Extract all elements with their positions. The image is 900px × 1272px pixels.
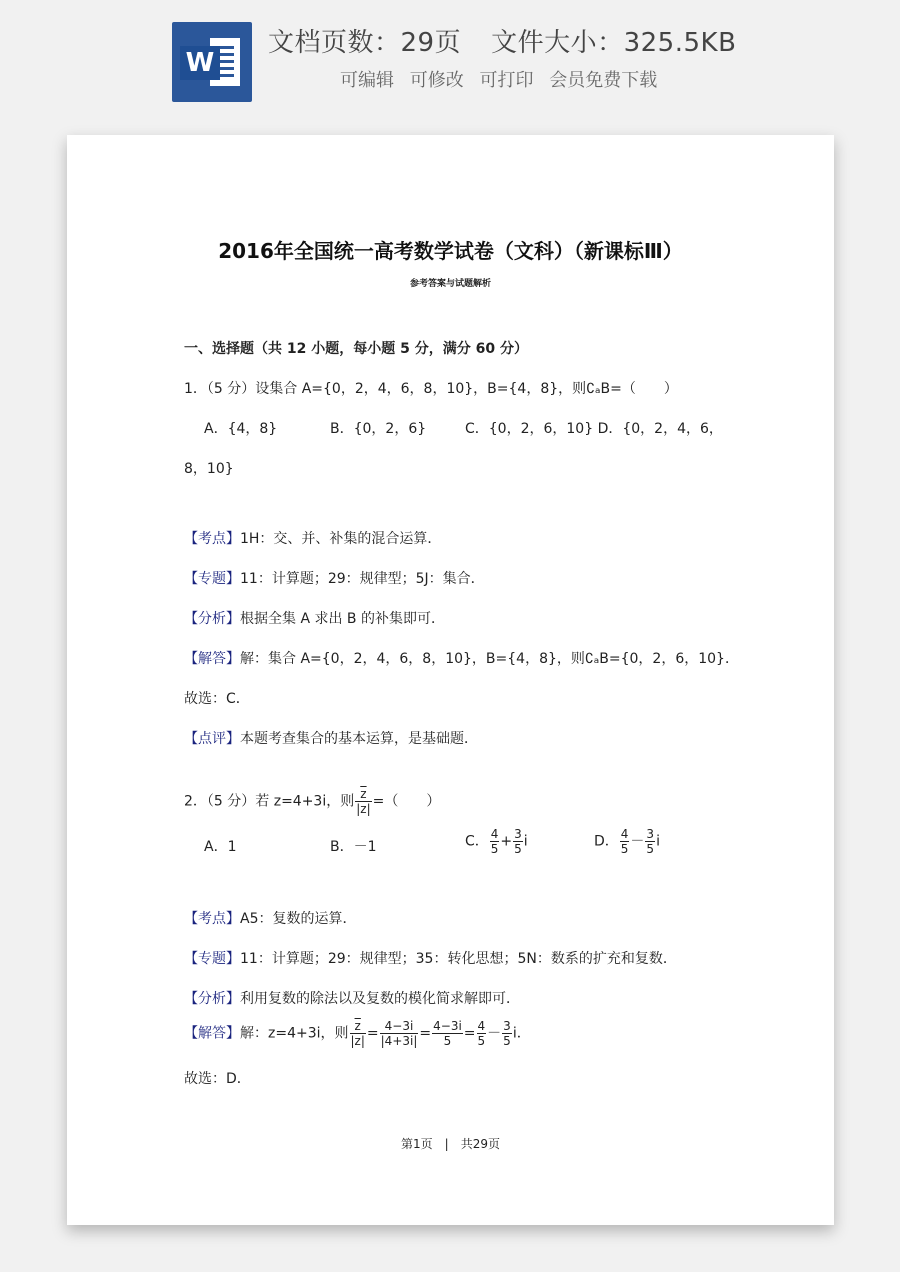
operator: － bbox=[487, 1025, 502, 1042]
zhuanti-tag: 【专题】 bbox=[184, 571, 240, 587]
equals-sign: = bbox=[419, 1025, 432, 1042]
fenxi-tag: 【分析】 bbox=[184, 991, 240, 1007]
fraction bbox=[350, 1019, 366, 1048]
page-count: 文档页数：29页 bbox=[268, 28, 462, 58]
section-heading: 一、选择题（共 12 小题，每小题 5 分，满分 60 分） bbox=[184, 341, 528, 357]
q1-option-cd: C．{0，2，6，10} D．{0，2，4，6， bbox=[465, 421, 723, 437]
fraction bbox=[502, 1019, 512, 1048]
imaginary-unit: i bbox=[523, 833, 528, 850]
operator: + bbox=[500, 833, 513, 850]
fraction-numerator: $\overline{z}$ bbox=[350, 1019, 366, 1034]
zhuanti-text: 11：计算题；29：规律型；35：转化思想；5N：数系的扩充和复数． bbox=[240, 951, 677, 967]
kaodian-tag: 【考点】 bbox=[184, 531, 240, 547]
fraction-numerator: 4−3i bbox=[433, 1019, 462, 1033]
feature-printable: 可打印 bbox=[479, 70, 534, 91]
fraction-denominator: |4+3i| bbox=[380, 1034, 418, 1048]
jieda-text: 解：z=4+3i，则 bbox=[240, 1025, 349, 1042]
word-letter: W bbox=[180, 46, 220, 80]
fraction-denominator: 5 bbox=[646, 842, 655, 856]
fraction-denominator: 5 bbox=[477, 1034, 486, 1048]
fraction bbox=[380, 1019, 419, 1048]
equals-sign: = bbox=[463, 1025, 476, 1042]
fraction-denominator: 5 bbox=[503, 1034, 511, 1048]
imaginary-unit: i bbox=[656, 833, 660, 850]
fraction-numerator: 4−3i bbox=[380, 1019, 419, 1034]
option-label: D． bbox=[594, 833, 619, 850]
kaodian-text: 1H：交、并、补集的混合运算． bbox=[240, 531, 442, 547]
fenxi-text: 利用复数的除法以及复数的模化简求解即可． bbox=[240, 991, 520, 1007]
fraction-denominator: 5 bbox=[490, 842, 499, 856]
q2-stem-fraction bbox=[355, 787, 371, 816]
q2-stem-a: 2．（5 分）若 z=4+3i，则 bbox=[184, 793, 355, 810]
fraction bbox=[513, 827, 523, 856]
fraction-numerator: 4 bbox=[477, 1019, 486, 1033]
q1-option-b: B．{0，2，6} bbox=[330, 421, 427, 437]
fraction bbox=[432, 1019, 463, 1048]
operator: － bbox=[630, 833, 645, 850]
fraction bbox=[620, 827, 630, 856]
q1-kaodian bbox=[184, 528, 441, 548]
zhuanti-text: 11：计算题；29：规律型；5J：集合． bbox=[240, 571, 485, 587]
q2-answer: 故选：D． bbox=[184, 1071, 251, 1087]
q2-fenxi bbox=[184, 988, 520, 1008]
fraction bbox=[490, 827, 500, 856]
q2-option-a: A．1 bbox=[204, 839, 237, 855]
imaginary-unit: i． bbox=[512, 1025, 531, 1042]
q1-option-d-cont: 8，10} bbox=[184, 461, 234, 477]
fenxi-text: 根据全集 A 求出 B 的补集即可． bbox=[240, 611, 445, 627]
kaodian-text: A5：复数的运算． bbox=[240, 911, 357, 927]
fraction-denominator: |z| bbox=[350, 1034, 365, 1048]
fraction-numerator: 3 bbox=[646, 827, 655, 841]
q2-zhuanti bbox=[184, 948, 677, 968]
kaodian-tag: 【考点】 bbox=[184, 911, 240, 927]
fraction bbox=[477, 1019, 487, 1048]
fraction-numerator: 4 bbox=[620, 827, 629, 841]
page-title: 2016年全国统一高考数学试卷（文科）（新课标Ⅲ） bbox=[218, 239, 683, 263]
fraction-numerator: 3 bbox=[514, 827, 522, 841]
fraction-numerator: 3 bbox=[503, 1019, 511, 1033]
jieda-text: 解：集合 A={0，2，4，6，8，10}，B={4，8}，则∁ₐB={0，2，6，10}． bbox=[240, 651, 739, 667]
equals-sign: = bbox=[366, 1025, 379, 1042]
feature-editable: 可编辑 bbox=[340, 70, 394, 91]
feature-modifiable: 可修改 bbox=[409, 70, 464, 91]
fraction bbox=[645, 827, 655, 856]
page-subtitle: 参考答案与试题解析 bbox=[409, 279, 491, 289]
q1-fenxi bbox=[184, 608, 445, 628]
fraction-numerator: 4 bbox=[490, 827, 499, 841]
fenxi-tag: 【分析】 bbox=[184, 611, 240, 627]
q2-jieda bbox=[184, 1019, 531, 1048]
q1-answer: 故选：C． bbox=[184, 691, 250, 707]
q2-stem-b: =（ ） bbox=[372, 793, 441, 810]
fraction-denominator: 5 bbox=[514, 842, 522, 856]
q1-dianping bbox=[184, 728, 478, 748]
option-label: C． bbox=[465, 833, 489, 850]
page-footer: 第1页 | 共29页 bbox=[401, 1137, 500, 1151]
q2-kaodian bbox=[184, 908, 356, 928]
q1-zhuanti bbox=[184, 568, 485, 588]
feature-list bbox=[340, 66, 667, 92]
q2-stem bbox=[184, 787, 440, 816]
file-stats bbox=[268, 22, 736, 59]
dianping-tag: 【点评】 bbox=[184, 731, 240, 747]
q1-option-a: A．{4，8} bbox=[204, 421, 278, 437]
q2-option-c bbox=[465, 827, 528, 856]
document-page bbox=[67, 135, 834, 1225]
zhuanti-tag: 【专题】 bbox=[184, 951, 240, 967]
q1-jieda bbox=[184, 648, 739, 668]
feature-free-download: 会员免费下载 bbox=[549, 70, 658, 91]
jieda-tag: 【解答】 bbox=[184, 651, 240, 667]
fraction-numerator: $\overline{z}$ bbox=[355, 787, 371, 802]
file-info-header bbox=[0, 0, 900, 120]
fraction-denominator: 5 bbox=[443, 1034, 452, 1048]
fraction-denominator: 5 bbox=[620, 842, 629, 856]
q2-option-b: B．－1 bbox=[330, 839, 377, 855]
q2-option-d bbox=[594, 827, 660, 856]
jieda-tag: 【解答】 bbox=[184, 1025, 240, 1042]
fraction-denominator: |z| bbox=[356, 802, 371, 816]
word-document-icon bbox=[172, 22, 252, 102]
q1-stem: 1．（5 分）设集合 A={0，2，4，6，8，10}，B={4，8}，则∁ₐB=（ ） bbox=[184, 381, 678, 397]
dianping-text: 本题考查集合的基本运算，是基础题． bbox=[240, 731, 478, 747]
file-size: 文件大小：325.5KB bbox=[491, 28, 737, 58]
